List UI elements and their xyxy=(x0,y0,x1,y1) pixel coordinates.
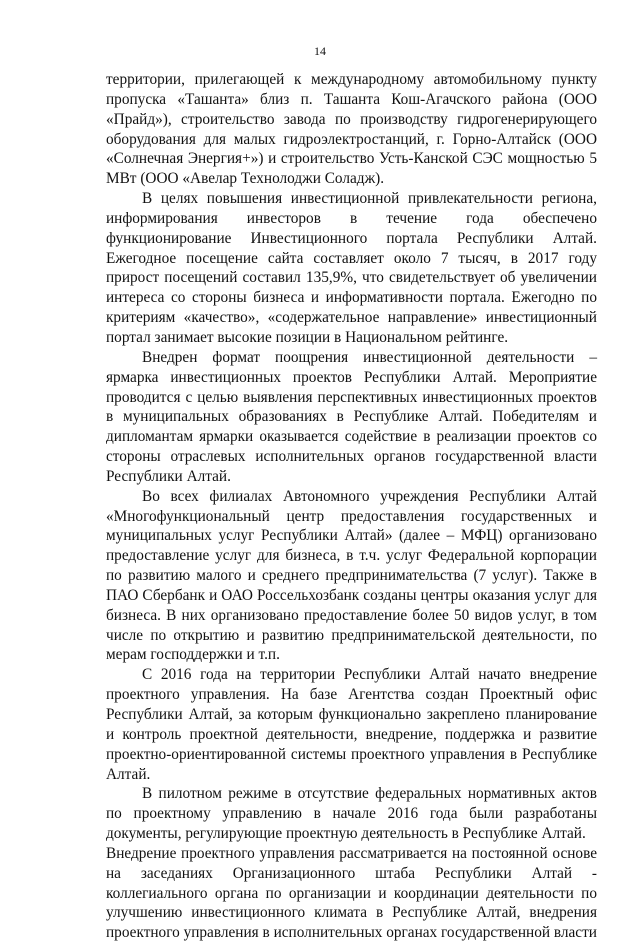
paragraph-project-management: С 2016 года на территории Республики Алтай начато внедрение проектного управления. На базе Агентства создан Проектный офис Республики Алтай, за которым функционально закреплено планирование и контроль проектной деятельности, внедрение, поддержка и развитие проектно-ориентированной системы проектного управления в Республике Алтай. xyxy=(106,666,597,783)
paragraph-mfc-services: Во всех филиалах Автономного учреждения Республики Алтай «Многофункциональный центр предоставления государственных и муниципальных услуг Республики Алтай» (далее – МФЦ) организовано предоставление услуг для бизнеса, в т.ч. услуг Федеральной корпорации по развитию малого и среднего предпринимательства (7 услуг). Также в ПАО Сбербанк и ОАО Россельхозбанк созданы центры оказания услуг для бизнеса. В них организовано предоставление более 50 видов услуг, в том числе по открытию и развитию предпринимательской деятельности, по мерам господдержки и т.п. xyxy=(106,487,597,664)
paragraph-investment-portal: В целях повышения инвестиционной привлекательности региона, информирования инвесторов в течение года обеспечено функционирование Инвестиционного портала Республики Алтай. Ежегодное посещение сайта составляет около 7 тысяч, в 2017 году прирост посещений составил 135,9%, что свидетельствует об увеличении интереса со стороны бизнеса и информативности портала. Ежегодно по критериям «качество», «содержательное направление» инвестиционный портал занимает высокие позиции в Национальном рейтинге. xyxy=(106,190,597,346)
paragraph-pilot-documents: В пилотном режиме в отсутствие федеральных нормативных актов по проектному управлению в начале 2016 года были разработаны документы, регулирующие проектную деятельность в Республике Алтай. xyxy=(106,785,597,843)
paragraph-org-headquarters: Внедрение проектного управления рассматривается на постоянной основе на заседаниях Организационного штаба Республики Алтай - коллегиального органа по организации и координации деятельности по улучшению инвестиционного климата в Республике Алтай, внедрения проектного управления в исполнительных органах государственной власти xyxy=(106,844,597,942)
paragraph-investment-fair: Внедрен формат поощрения инвестиционной деятельности – ярмарка инвестиционных проектов Республики Алтай. Мероприятие проводится с целью выявления перспективных инвестиционных проектов в муниципальных образованиях в Республике Алтай. Победителям и дипломантам ярмарки оказывается содействие в реализации проектов со стороны отраслевых исполнительных органов государственной власти Республики Алтай. xyxy=(106,348,597,485)
document-body xyxy=(106,70,597,943)
page-number: 14 xyxy=(314,44,326,58)
paragraph-continuation: территории, прилегающей к международному автомобильному пункту пропуска «Ташанта» близ п. Ташанта Кош-Агачского района (ООО «Прайд»), строительство завода по производству гидрогенерирующего оборудования для малых гидроэлектростанций, г. Горно-Алтайск (ООО «Солнечная Энергия+») и строительство Усть-Канской СЭС мощностью 5 МВт (ООО «Авелар Технолоджи Соладж). xyxy=(106,71,597,188)
